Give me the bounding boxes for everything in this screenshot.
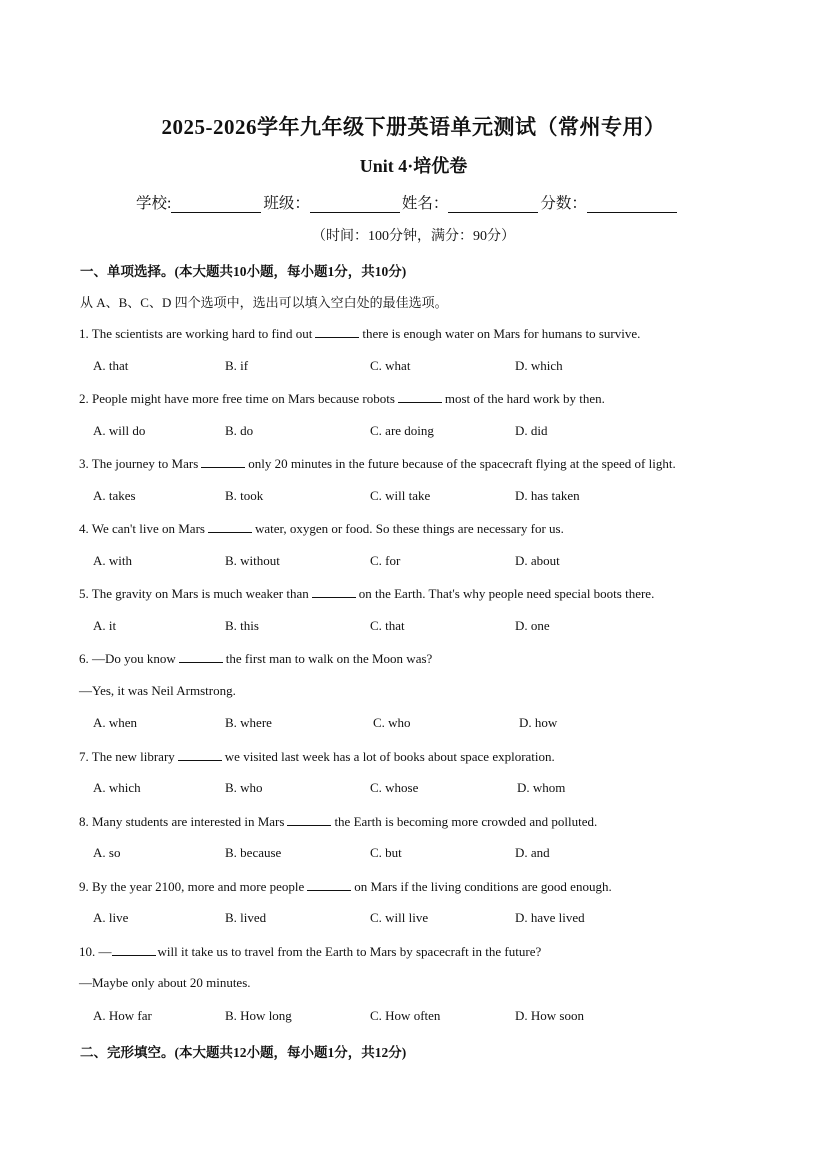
answer-blank	[307, 878, 351, 891]
option-b[interactable]: B. who	[225, 780, 263, 795]
option-d[interactable]: D. whom	[517, 780, 566, 795]
option-c[interactable]: C. what	[370, 358, 411, 373]
option-b[interactable]: B. lived	[225, 910, 267, 925]
option-b[interactable]: B. if	[225, 358, 249, 373]
option-a[interactable]: A. when	[93, 715, 138, 730]
question-text: will it take us to travel from the Earth to Mars by spacecraft in the future?	[157, 944, 542, 959]
options-10	[93, 1008, 793, 1026]
question-text: only 20 minutes in the future because of the spacecraft flying at the speed of light.	[248, 456, 676, 471]
answer-blank	[179, 650, 223, 663]
name-blank[interactable]	[448, 196, 538, 213]
option-c[interactable]: C. How often	[370, 1008, 441, 1023]
option-c[interactable]: C. whose	[370, 780, 419, 795]
question-text: 1. The scientists are working hard to find out	[79, 326, 313, 341]
option-b[interactable]: B. How long	[225, 1008, 292, 1023]
option-b[interactable]: B. took	[225, 488, 264, 503]
question-text: we visited last week has a lot of books about space exploration.	[224, 749, 555, 764]
question-3	[79, 455, 676, 472]
option-c[interactable]: C. but	[370, 845, 402, 860]
options-9	[93, 910, 793, 928]
question-4	[79, 520, 564, 537]
question-10	[79, 943, 541, 960]
score-blank[interactable]	[587, 196, 677, 213]
option-a[interactable]: A. that	[93, 358, 129, 373]
question-text: 3. The journey to Mars	[79, 456, 199, 471]
options-5	[93, 618, 793, 636]
option-a[interactable]: A. so	[93, 845, 121, 860]
question-text: most of the hard work by then.	[444, 391, 605, 406]
option-c[interactable]: C. for	[370, 553, 401, 568]
option-b[interactable]: B. because	[225, 845, 282, 860]
option-a[interactable]: A. which	[93, 780, 141, 795]
options-1	[93, 358, 793, 376]
dialogue-reply: —Maybe only about 20 minutes.	[79, 975, 251, 990]
options-3	[93, 488, 793, 506]
option-c[interactable]: C. are doing	[370, 423, 434, 438]
option-d[interactable]: D. how	[519, 715, 558, 730]
option-c[interactable]: C. will take	[370, 488, 431, 503]
option-a[interactable]: A. will do	[93, 423, 146, 438]
options-2	[93, 423, 793, 441]
option-d[interactable]: D. about	[515, 553, 560, 568]
option-a[interactable]: A. How far	[93, 1008, 152, 1023]
answer-blank	[112, 943, 156, 956]
class-blank[interactable]	[310, 196, 400, 213]
option-c[interactable]: C. that	[370, 618, 405, 633]
option-d[interactable]: D. did	[515, 423, 548, 438]
name-label: 姓名：	[401, 195, 449, 212]
question-text: on Mars if the living conditions are good enough.	[354, 879, 612, 894]
answer-blank	[312, 585, 356, 598]
answer-blank	[315, 325, 359, 338]
question-text: water, oxygen or food. So these things are necessary for us.	[254, 521, 564, 536]
exam-subtitle: Unit 4·培优卷	[359, 156, 468, 176]
question-9	[79, 878, 612, 895]
answer-blank	[208, 520, 252, 533]
question-text: 6. —Do you know	[79, 651, 176, 666]
option-d[interactable]: D. have lived	[515, 910, 585, 925]
section1-title: 一、单项选择。(本大题共10小题，每小题1分，共10分)	[80, 264, 407, 279]
time-info: （时间：100分钟，满分：90分）	[312, 229, 515, 244]
answer-blank	[398, 390, 442, 403]
question-text: 7. The new library	[79, 749, 175, 764]
question-6	[79, 650, 432, 667]
option-d[interactable]: D. How soon	[515, 1008, 584, 1023]
option-d[interactable]: D. one	[515, 618, 550, 633]
option-b[interactable]: B. this	[225, 618, 259, 633]
question-7	[79, 748, 555, 765]
question-text: the Earth is becoming more crowded and polluted.	[334, 814, 598, 829]
option-b[interactable]: B. without	[225, 553, 280, 568]
option-a[interactable]: A. it	[93, 618, 117, 633]
question-text: 4. We can't live on Mars	[79, 521, 205, 536]
class-label: 班级：	[263, 195, 310, 212]
question-8	[79, 813, 597, 830]
option-d[interactable]: D. which	[515, 358, 563, 373]
option-d[interactable]: D. and	[515, 845, 550, 860]
option-d[interactable]: D. has taken	[515, 488, 580, 503]
school-blank[interactable]	[171, 196, 261, 213]
question-text: the first man to walk on the Moon was?	[225, 651, 433, 666]
question-text: there is enough water on Mars for humans to survive.	[362, 326, 641, 341]
question-text: 5. The gravity on Mars is much weaker than	[79, 586, 309, 601]
option-a[interactable]: A. live	[93, 910, 129, 925]
section2-title: 二、完形填空。(本大题共12小题，每小题1分，共12分)	[80, 1045, 407, 1060]
student-info-line	[136, 191, 679, 213]
options-4	[93, 553, 793, 571]
options-6	[93, 715, 793, 733]
question-text: 10. —	[79, 944, 112, 959]
section1-instruction: 从 A、B、C、D 四个选项中，选出可以填入空白处的最佳选项。	[80, 295, 448, 310]
question-2	[79, 390, 605, 407]
option-c[interactable]: C. will live	[370, 910, 429, 925]
answer-blank	[201, 455, 245, 468]
question-5	[79, 585, 654, 602]
question-text: 2. People might have more free time on Mars because robots	[79, 391, 395, 406]
option-c[interactable]: C. who	[373, 715, 411, 730]
answer-blank	[178, 748, 222, 761]
options-8	[93, 845, 793, 863]
option-a[interactable]: A. takes	[93, 488, 136, 503]
option-b[interactable]: B. do	[225, 423, 254, 438]
option-b[interactable]: B. where	[225, 715, 272, 730]
options-7	[93, 780, 793, 798]
question-text: 8. Many students are interested in Mars	[79, 814, 285, 829]
answer-blank	[287, 813, 331, 826]
question-1	[79, 325, 640, 342]
exam-title: 2025-2026学年九年级下册英语单元测试（常州专用）	[161, 115, 666, 139]
dialogue-reply: —Yes, it was Neil Armstrong.	[79, 683, 236, 698]
question-text: on the Earth. That's why people need special boots there.	[358, 586, 655, 601]
option-a[interactable]: A. with	[93, 553, 132, 568]
school-label: 学校:	[136, 195, 172, 212]
question-text: 9. By the year 2100, more and more people	[79, 879, 305, 894]
score-label: 分数：	[540, 195, 587, 212]
